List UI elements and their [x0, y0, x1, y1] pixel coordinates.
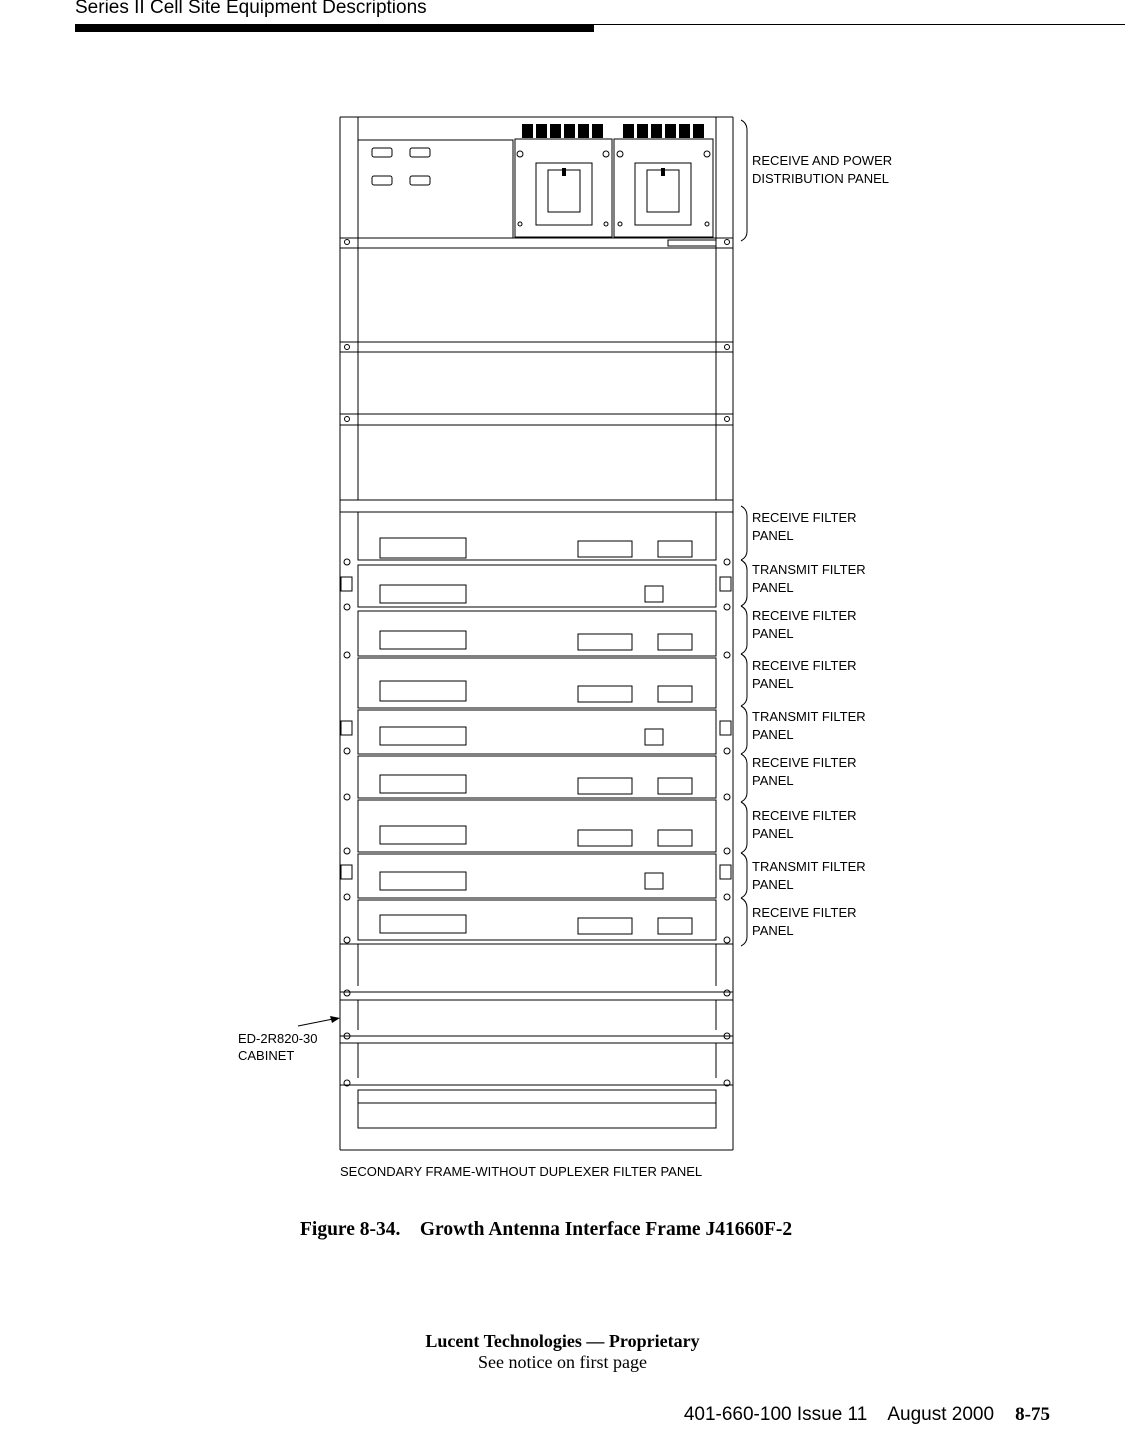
label-secondary-frame: SECONDARY FRAME-WITHOUT DUPLEXER FILTER PANEL: [340, 1164, 703, 1179]
label-panel-6-line1: RECEIVE FILTER: [752, 755, 857, 770]
label-panel-8-line2: PANEL: [752, 877, 794, 892]
label-panel-6-line2: PANEL: [752, 773, 794, 788]
doc-info: 401-660-100 Issue 11 August 2000: [683, 1404, 1016, 1425]
label-panel-4-line2: PANEL: [752, 676, 794, 691]
label-brackets: [741, 120, 747, 946]
label-cabinet-line2: CABINET: [238, 1048, 295, 1063]
label-panel-9-line1: RECEIVE FILTER: [752, 905, 857, 920]
label-power-panel-line1: RECEIVE AND POWER: [752, 153, 893, 168]
page-number: 8-75: [1015, 1404, 1050, 1425]
label-panel-4-line1: RECEIVE FILTER: [752, 658, 857, 673]
label-panel-3-line1: RECEIVE FILTER: [752, 608, 857, 623]
running-header: Series II Cell Site Equipment Descriptions: [75, 0, 427, 18]
label-panel-7-line1: RECEIVE FILTER: [752, 808, 857, 823]
filter-panels: [341, 512, 731, 943]
label-panel-2-line1: TRANSMIT FILTER: [752, 562, 866, 577]
footer-proprietary: Lucent Technologies — Proprietary: [425, 1331, 700, 1351]
label-power-panel-line2: DISTRIBUTION PANEL: [752, 171, 890, 186]
power-distribution-panel: [358, 139, 716, 246]
label-panel-1-line2: PANEL: [752, 528, 794, 543]
label-panel-3-line2: PANEL: [752, 626, 794, 641]
footer-notice: See notice on first page: [478, 1352, 647, 1372]
label-panel-5-line2: PANEL: [752, 727, 794, 742]
label-panel-7-line2: PANEL: [752, 826, 794, 841]
label-panel-8-line1: TRANSMIT FILTER: [752, 859, 866, 874]
figure-caption: Figure 8-34. Growth Antenna Interface Frame J41660F-2: [300, 1219, 793, 1240]
label-cabinet-line1: ED-2R820-30: [238, 1031, 318, 1046]
label-panel-1-line1: RECEIVE FILTER: [752, 510, 857, 525]
label-panel-9-line2: PANEL: [752, 923, 794, 938]
label-panel-2-line2: PANEL: [752, 580, 794, 595]
page-footer: [684, 1404, 1050, 1426]
label-panel-5-line1: TRANSMIT FILTER: [752, 709, 866, 724]
